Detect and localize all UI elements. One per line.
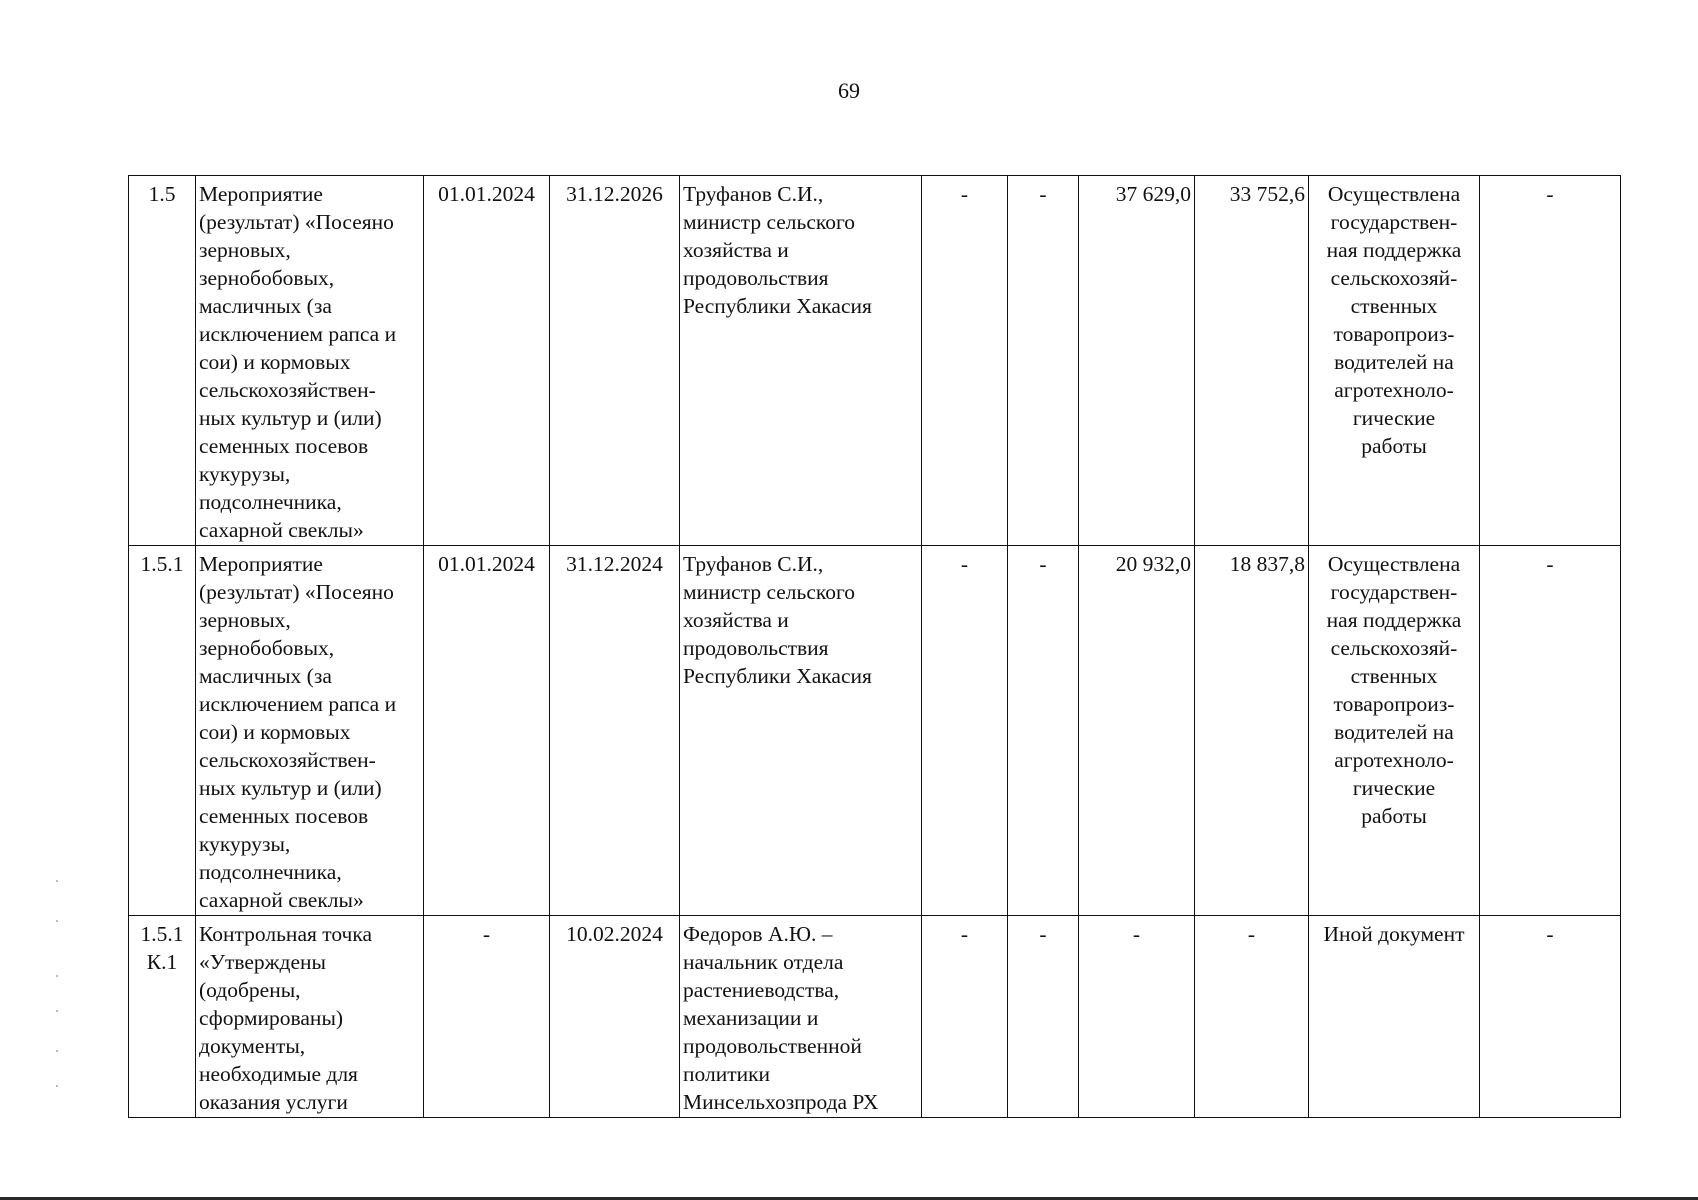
responsible-person: Труфанов С.И., министр сельского хозяйства и продовольствия Республики Хакасия — [680, 176, 922, 546]
scan-artifacts — [56, 880, 60, 1100]
start-date: 01.01.2024 — [424, 176, 550, 546]
end-date: 10.02.2024 — [550, 916, 680, 1118]
activity-name: Мероприятие (результат) «Посеяно зерновых, зернобобовых, масличных (за исключением рапса и сои) и кормовых сельскохозяйствен- ных культур и (или) семенных посевов кукурузы, подсолнечника, сахарной свеклы» — [196, 176, 424, 546]
table-row — [129, 916, 1621, 1118]
start-date: 01.01.2024 — [424, 546, 550, 916]
activity-name: Контрольная точка «Утверждены (одобрены, сформированы) документы, необходимые для оказания услуги — [196, 916, 424, 1118]
table-row — [129, 176, 1621, 546]
planned-amount: 37 629,0 — [1079, 176, 1195, 546]
responsible-person: Труфанов С.И., министр сельского хозяйства и продовольствия Республики Хакасия — [680, 546, 922, 916]
cell-value: - — [922, 176, 1008, 546]
result-description: Иной документ — [1309, 916, 1480, 1118]
result-description: Осуществлена государствен- ная поддержка сельскохозяй- ственных товаропроиз- водителей на агротехноло- гические работы — [1309, 546, 1480, 916]
actual-amount: 18 837,8 — [1195, 546, 1309, 916]
activities-table — [128, 175, 1621, 1118]
cell-value: - — [922, 916, 1008, 1118]
cell-value: - — [1008, 546, 1079, 916]
cell-value: - — [1480, 916, 1621, 1118]
end-date: 31.12.2026 — [550, 176, 680, 546]
responsible-person: Федоров А.Ю. – начальник отдела растениеводства, механизации и продовольственной политики Минсельхозпрода РХ — [680, 916, 922, 1118]
cell-value: - — [1008, 176, 1079, 546]
cell-value: - — [1480, 546, 1621, 916]
actual-amount: - — [1195, 916, 1309, 1118]
activity-name: Мероприятие (результат) «Посеяно зерновых, зернобобовых, масличных (за исключением рапса и сои) и кормовых сельскохозяйствен- ных культур и (или) семенных посевов кукурузы, подсолнечника, сахарной свеклы» — [196, 546, 424, 916]
row-number: 1.5 — [129, 176, 196, 546]
row-number: 1.5.1 К.1 — [129, 916, 196, 1118]
actual-amount: 33 752,6 — [1195, 176, 1309, 546]
table-row — [129, 546, 1621, 916]
page-number: 69 — [838, 78, 860, 103]
result-description: Осуществлена государствен- ная поддержка сельскохозяй- ственных товаропроиз- водителей на агротехноло- гические работы — [1309, 176, 1480, 546]
end-date: 31.12.2024 — [550, 546, 680, 916]
cell-value: - — [1008, 916, 1079, 1118]
planned-amount: - — [1079, 916, 1195, 1118]
cell-value: - — [1480, 176, 1621, 546]
start-date: - — [424, 916, 550, 1118]
cell-value: - — [922, 546, 1008, 916]
row-number: 1.5.1 — [129, 546, 196, 916]
planned-amount: 20 932,0 — [1079, 546, 1195, 916]
